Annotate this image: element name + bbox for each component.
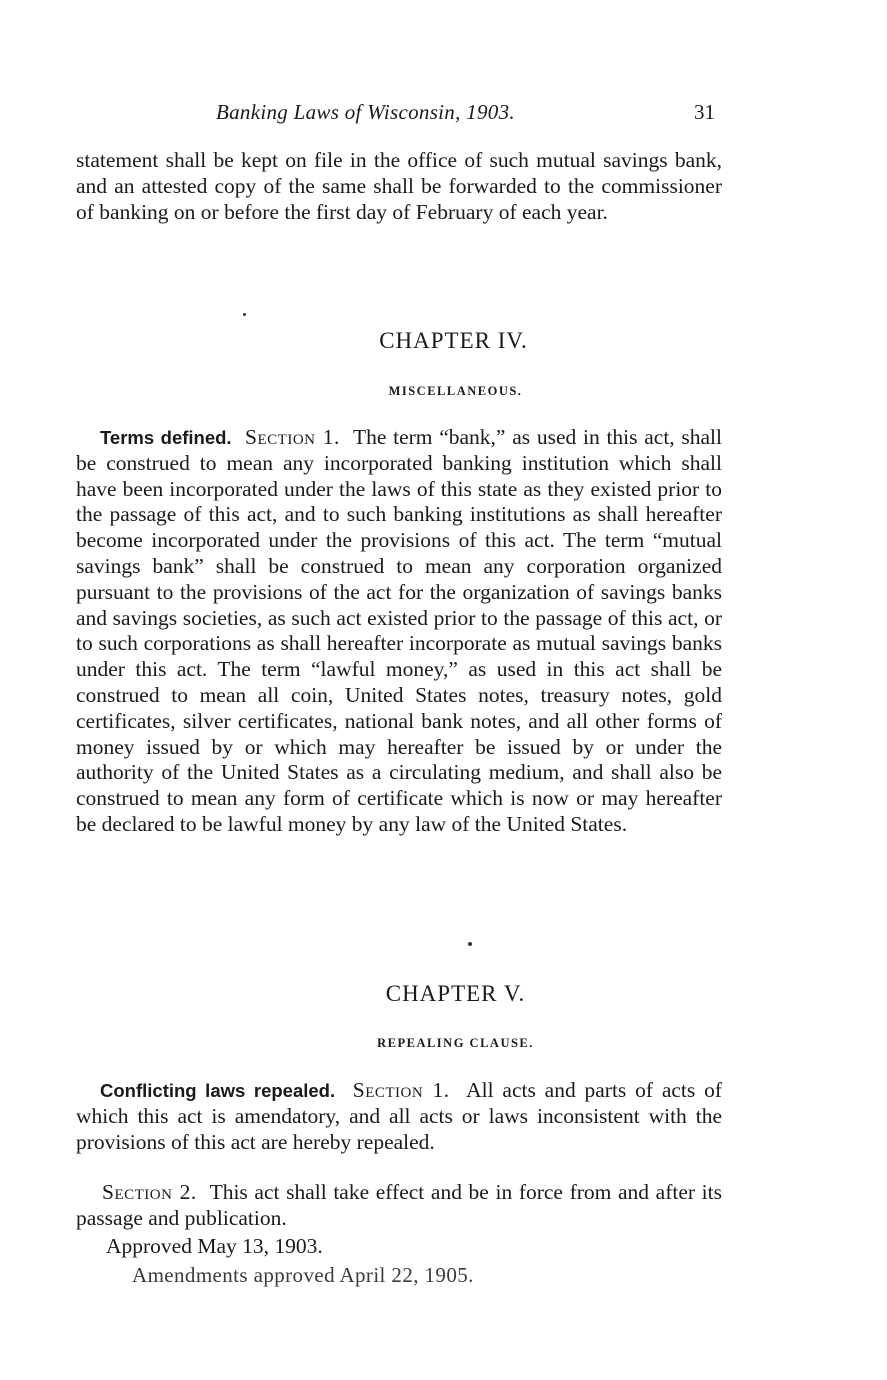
- section-text: All acts and parts of acts of which this act is amendatory, and all acts or laws inconsistent with the provisions of this act are hereby repealed.: [76, 1078, 723, 1154]
- section-label: Section 1.: [245, 425, 340, 449]
- section-text: This act shall take effect and be in force from and after its passage and publication.: [76, 1180, 722, 1230]
- print-speck: [243, 313, 246, 316]
- chapter-v-subtitle: REPEALING CLAUSE.: [377, 1036, 534, 1050]
- sidenote-conflicting-laws: Conflicting laws repealed.: [100, 1080, 336, 1101]
- chapter-iv-subtitle: MISCELLANEOUS.: [388, 384, 523, 398]
- continuation-paragraph: statement shall be kept on file in the office of such mutual savings bank, and an attested copy of the same shall be forwarded to the commissioner of banking on or before the first day of February of each year.: [76, 148, 722, 224]
- chapter-v-section-2: [76, 1180, 722, 1232]
- page-number: 31: [694, 100, 715, 124]
- section-label: Section 2.: [102, 1180, 197, 1204]
- section-text: The term “bank,” as used in this act, shall be construed to mean any incorporated banking institution which shall have been incorporated under the laws of this state as they existed prior to the passage of this act, and to such banking institutions as shall hereafter become incorporated under the provisions of this act. The term “mutual savings bank” shall be construed to mean any corporation organized pursuant to the provisions of the act for the organization of savings banks and savings societies, as such act existed prior to the passage of this act, or to such corporations as shall hereafter incorporate as mutual savings banks under this act. The term “lawful money,” as used in this act shall be construed to mean all coin, United States notes, treasury notes, gold certificates, silver certificates, national bank notes, and all other forms of money issued by or which may hereafter be issued by or under the authority of the United States as a circulating medium, and shall also be construed to mean any form of certificate which is now or may hereafter be declared to be lawful money by any law of the United States.: [76, 425, 723, 836]
- chapter-v-section-1: [76, 1078, 722, 1155]
- chapter-iv-section-1: [76, 425, 722, 838]
- print-speck: [468, 942, 472, 946]
- running-title: Banking Laws of Wisconsin, 1903.: [216, 100, 515, 124]
- chapter-iv-title: CHAPTER IV.: [379, 328, 528, 353]
- amendments-line: Amendments approved April 22, 1905.: [132, 1263, 474, 1287]
- chapter-v-title: CHAPTER V.: [385, 981, 526, 1006]
- approved-line: Approved May 13, 1903.: [106, 1234, 323, 1258]
- section-label: Section 1.: [352, 1078, 450, 1102]
- running-head: [0, 100, 887, 130]
- sidenote-terms-defined: Terms defined.: [100, 427, 232, 448]
